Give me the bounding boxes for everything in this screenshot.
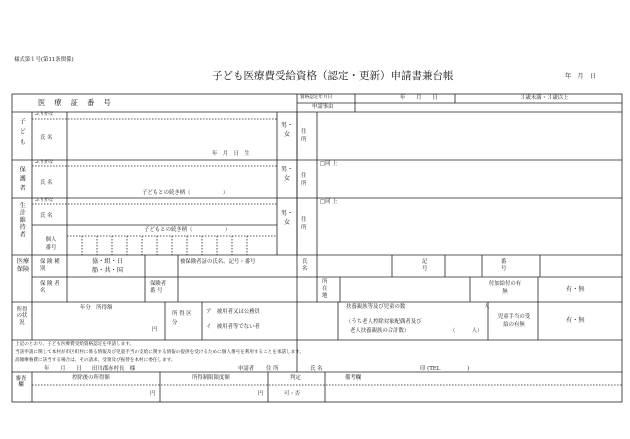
supporter-section-label: 生計維持者: [18, 202, 26, 238]
income-yen-unit: 円: [152, 327, 158, 333]
dependents-note-line1: （うち老人控除対象配偶者及び: [346, 319, 422, 325]
page-title: 子ども医療費受給資格（認定・更新）申請書兼台帳: [212, 70, 454, 82]
child-birth-label: 年 月 日 生: [212, 151, 250, 157]
insurer-name-label: 保 険 者 名: [40, 281, 60, 295]
supporter-relation-label: 子どもとの続き柄（ ）: [144, 227, 231, 233]
dependents-count-label: 扶養親族等及び児童の数: [346, 304, 406, 310]
statement-line2: 当該申請に関して本村が市区町村に係る情報及び児童手当の支給に関する情報の提供を受けるために個人番号を利用することを承諾します。: [15, 350, 305, 355]
child-section-label: 子ども: [18, 118, 26, 149]
applicant-label: 申請者: [238, 366, 255, 372]
insured-card-label: 被保険者証の氏名、記号・番号: [180, 259, 256, 265]
supporter-furigana-label: ふりがな: [35, 198, 54, 203]
form-number: 様式第１号(第11条関係): [14, 57, 74, 63]
cert-date-value: 年 月 日: [400, 95, 438, 101]
remarks-label: 備考欄: [345, 375, 362, 381]
village-mayor-addressee: 田川郡赤村長 様: [92, 366, 136, 372]
review-section-label: 審査欄: [15, 376, 27, 389]
statement-date: 年 月 日: [44, 366, 82, 372]
supporter-address-label: 住所: [301, 217, 307, 232]
deducted-income-yen: 円: [150, 391, 156, 397]
supporter-name-label: 氏 名: [40, 213, 53, 219]
medical-cert-number-label: 医 療 証 番 号: [38, 98, 112, 107]
applicant-name-label: 氏 名: [310, 366, 323, 372]
submission-date: 年 月 日: [565, 73, 596, 80]
child-allowance-option[interactable]: 有・無: [566, 317, 585, 324]
insurer-number-label: 保険者 番 号: [150, 281, 167, 295]
guardian-sex-option[interactable]: 男・女: [280, 166, 294, 182]
guardian-relation-label: 子どもとの続き柄（ ）: [142, 190, 229, 196]
child-sex-option[interactable]: 男・女: [280, 122, 294, 138]
supporter-same-as-checkbox[interactable]: □同 上: [320, 199, 338, 205]
income-section-label: 所得の状況: [16, 307, 28, 326]
income-limit-yen: 円: [258, 391, 264, 397]
child-name-label: 氏 名: [40, 135, 53, 141]
insured-bango-label: 番号: [501, 259, 507, 273]
guardian-address-label: 住所: [301, 173, 307, 188]
elderly-persons-unit: （ 人）: [450, 328, 483, 334]
income-class-option-b[interactable]: イ 被用者等でない者: [206, 324, 260, 330]
additional-benefit-label: 付加給付の有 無: [488, 281, 532, 295]
application-reason-label: 申請事由: [312, 104, 334, 110]
income-class-label: 所 得 区 分: [172, 311, 192, 326]
child-furigana-label: ふりがな: [35, 112, 54, 117]
guardian-furigana-label: ふりがな: [35, 160, 54, 165]
additional-benefit-option[interactable]: 有・無: [566, 286, 585, 293]
supporter-sex-option[interactable]: 男・女: [280, 210, 294, 226]
applicant-address-label: 住 所: [266, 366, 279, 372]
guardian-name-label: 氏 名: [40, 180, 53, 186]
income-year-label: 年分 所得額: [80, 305, 113, 311]
statement-line3: 高額療養費に該当する場合は、その請求、受領及び振替を本村に委任します。: [15, 358, 176, 363]
deducted-income-label: 控除後の所得額: [72, 375, 110, 381]
statement-line1: 上記のとおり、子ども医療費受給資格認定を申請します。: [15, 342, 135, 347]
insurance-type-label: 保 険 種 別: [40, 259, 60, 273]
insurance-type-option-2[interactable]: 船・共・国: [92, 267, 123, 274]
judgment-label: 判定: [290, 375, 301, 381]
age-class-option[interactable]: ３歳未満・３歳以上: [520, 95, 569, 101]
insurance-type-option-1[interactable]: 協・組・日: [92, 258, 123, 265]
guardian-same-as-checkbox[interactable]: □同 上: [320, 161, 338, 167]
dependents-note-line2: 老人扶養親族の合計数）: [350, 328, 410, 334]
child-allowance-label: 児童手当の受給の有無: [497, 314, 531, 329]
guardian-section-label: 保護者: [18, 166, 26, 194]
insurer-location-label: 所在地: [322, 279, 328, 300]
child-address-label: 住所: [301, 129, 307, 144]
supporter-personal-number-label: 個人番号: [45, 237, 57, 252]
income-class-option-a[interactable]: ア 被用者又は公務員: [206, 309, 260, 315]
seal-tel-label: 印 (TEL ): [420, 366, 470, 372]
dependents-persons-unit: 人: [484, 304, 490, 310]
insured-name-label: 氏 名: [302, 259, 308, 273]
income-limit-label: 所得制限限度額: [192, 375, 230, 381]
cert-date-label: 資格認定年月日: [300, 95, 333, 100]
insured-kigo-label: 記号: [422, 259, 428, 273]
insurance-section-label: 医療保険: [16, 258, 30, 274]
judgment-option[interactable]: 可・否: [284, 391, 301, 397]
